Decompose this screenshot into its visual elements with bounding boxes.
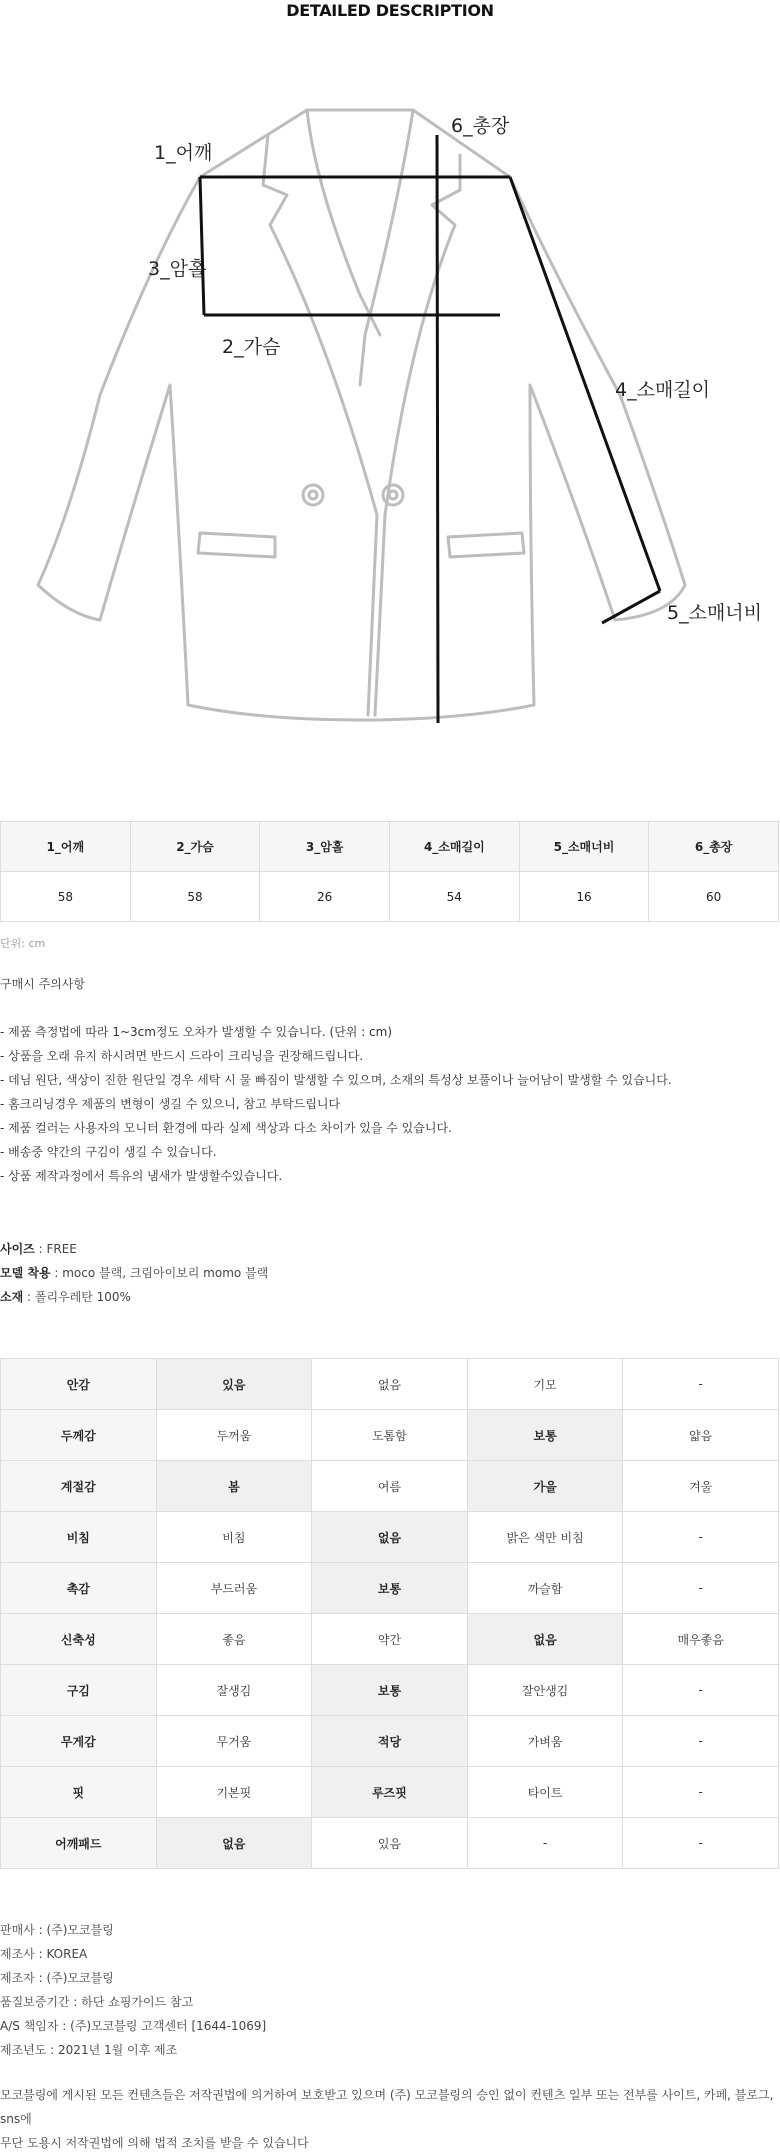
attribute-option: 여름 bbox=[312, 1461, 468, 1512]
attribute-option: - bbox=[623, 1665, 779, 1716]
measurement-lines bbox=[200, 135, 660, 723]
attribute-option: 겨울 bbox=[623, 1461, 779, 1512]
spec-size-value: : FREE bbox=[34, 1242, 77, 1256]
label-sleeve-length: 4_소매길이 bbox=[615, 379, 711, 401]
attribute-option: 매우좋음 bbox=[623, 1614, 779, 1665]
attribute-option-selected: 없음 bbox=[312, 1512, 468, 1563]
notice-item: - 홈크리닝경우 제품의 변형이 생길 수 있으니, 참고 부탁드립니다 bbox=[0, 1097, 341, 1111]
spec-size-label: 사이즈 bbox=[0, 1242, 35, 1256]
size-header: 4_소매길이 bbox=[389, 822, 519, 872]
attribute-row bbox=[1, 1818, 779, 1869]
page-title: DETAILED DESCRIPTION bbox=[286, 1, 494, 20]
size-header: 3_암홀 bbox=[260, 822, 390, 872]
copyright-line: 모코블링에 게시된 모든 컨텐츠들은 저작권법에 의거하여 보호받고 있으며 (주) 모코블링의 승인 없이 컨텐츠 일부 또는 전부를 사이트, 카페, 블로그, sns에 bbox=[0, 2088, 774, 2126]
info-line: 품질보증기간 : 하단 쇼핑가이드 참고 bbox=[0, 1995, 194, 2009]
attribute-name: 촉감 bbox=[1, 1563, 157, 1614]
attribute-option: - bbox=[623, 1818, 779, 1869]
attribute-option-selected: 가을 bbox=[467, 1461, 623, 1512]
attribute-option: 기본핏 bbox=[156, 1767, 312, 1818]
size-value: 54 bbox=[389, 872, 519, 922]
company-info bbox=[0, 1918, 266, 2062]
attribute-name: 어깨패드 bbox=[1, 1818, 157, 1869]
attribute-option: 부드러움 bbox=[156, 1563, 312, 1614]
attribute-option: 없음 bbox=[312, 1359, 468, 1410]
unit-note: 단위: cm bbox=[0, 937, 46, 950]
attribute-option-selected: 보통 bbox=[312, 1665, 468, 1716]
attribute-option: 비침 bbox=[156, 1512, 312, 1563]
notice-item: - 배송중 약간의 구김이 생길 수 있습니다. bbox=[0, 1145, 217, 1159]
attribute-option: 도톰함 bbox=[312, 1410, 468, 1461]
label-armhole: 3_암홀 bbox=[148, 258, 207, 280]
attribute-option: 잘생김 bbox=[156, 1665, 312, 1716]
attribute-row bbox=[1, 1563, 779, 1614]
attribute-row bbox=[1, 1716, 779, 1767]
size-header: 1_어깨 bbox=[1, 822, 131, 872]
attribute-option-selected: 적당 bbox=[312, 1716, 468, 1767]
attribute-option: 까슬함 bbox=[467, 1563, 623, 1614]
size-value: 60 bbox=[649, 872, 779, 922]
size-table-value-row bbox=[1, 872, 779, 922]
size-table-header-row bbox=[1, 822, 779, 872]
jacket-illustration bbox=[30, 95, 760, 735]
attribute-option: 가벼움 bbox=[467, 1716, 623, 1767]
length-line bbox=[437, 135, 438, 723]
spec-model-value: : moco 블랙, 크림아이보리 momo 블랙 bbox=[50, 1266, 269, 1280]
info-line: 제조사 : KOREA bbox=[0, 1947, 88, 1961]
attribute-row bbox=[1, 1767, 779, 1818]
attribute-option: - bbox=[623, 1359, 779, 1410]
attribute-name: 신축성 bbox=[1, 1614, 157, 1665]
attribute-option: 잘안생김 bbox=[467, 1665, 623, 1716]
attribute-option: - bbox=[623, 1767, 779, 1818]
attribute-name: 핏 bbox=[1, 1767, 157, 1818]
attribute-name: 무게감 bbox=[1, 1716, 157, 1767]
attribute-option-selected: 없음 bbox=[156, 1818, 312, 1869]
spec-material-value: : 폴리우레탄 100% bbox=[23, 1290, 131, 1304]
spec-model-label: 모델 착용 bbox=[0, 1266, 51, 1280]
copyright-line: 무단 도용시 저작권법에 의해 법적 조치를 받을 수 있습니다 bbox=[0, 2136, 309, 2150]
attribute-option-selected: 보통 bbox=[312, 1563, 468, 1614]
attribute-option: 무거움 bbox=[156, 1716, 312, 1767]
size-header: 2_가슴 bbox=[130, 822, 260, 872]
size-value: 16 bbox=[519, 872, 649, 922]
size-table bbox=[0, 821, 779, 922]
attribute-option: 약간 bbox=[312, 1614, 468, 1665]
label-chest: 2_가슴 bbox=[222, 336, 281, 358]
attribute-option: - bbox=[623, 1512, 779, 1563]
attribute-name: 구김 bbox=[1, 1665, 157, 1716]
size-header: 5_소매너비 bbox=[519, 822, 649, 872]
attribute-row bbox=[1, 1614, 779, 1665]
spec-material-label: 소재 bbox=[0, 1290, 24, 1304]
attribute-option-selected: 있음 bbox=[156, 1359, 312, 1410]
notice-item: - 상품을 오래 유지 하시려면 반드시 드라이 크리닝을 권장해드립니다. bbox=[0, 1049, 364, 1063]
info-line: A/S 책임자 : (주)모코블링 고객센터 [1644-1069] bbox=[0, 2019, 267, 2033]
attribute-row bbox=[1, 1410, 779, 1461]
attribute-option: - bbox=[467, 1818, 623, 1869]
jacket-measurement-diagram bbox=[30, 95, 760, 735]
size-value: 58 bbox=[130, 872, 260, 922]
notice-item: - 제품 컬러는 사용자의 모니터 환경에 따라 실제 색상과 다소 차이가 있을 수 있습니다. bbox=[0, 1121, 452, 1135]
attribute-option: - bbox=[623, 1716, 779, 1767]
info-line: 제조년도 : 2021년 1월 이후 제조 bbox=[0, 2043, 178, 2057]
info-line: 제조자 : (주)모코블링 bbox=[0, 1971, 114, 1985]
attribute-option: 기모 bbox=[467, 1359, 623, 1410]
attribute-option: 좋음 bbox=[156, 1614, 312, 1665]
info-line: 판매사 : (주)모코블링 bbox=[0, 1923, 114, 1937]
spec-size bbox=[0, 1237, 268, 1261]
notice-item: - 데님 원단, 색상이 진한 원단일 경우 세탁 시 물 빠짐이 발생할 수 있으며, 소재의 특성상 보풀이나 늘어남이 발생할 수 있습니다. bbox=[0, 1073, 672, 1087]
spec-material bbox=[0, 1285, 268, 1309]
attribute-name: 두께감 bbox=[1, 1410, 157, 1461]
attribute-option: 밝은 색만 비침 bbox=[467, 1512, 623, 1563]
product-specs bbox=[0, 1237, 268, 1309]
attribute-name: 안감 bbox=[1, 1359, 157, 1410]
attribute-row bbox=[1, 1512, 779, 1563]
attribute-option-selected: 보통 bbox=[467, 1410, 623, 1461]
label-sleeve-width: 5_소매너비 bbox=[667, 602, 760, 624]
notice-item: - 제품 측정법에 따라 1~3cm정도 오차가 발생할 수 있습니다. (단위 : cm) bbox=[0, 1025, 393, 1039]
notice-list bbox=[0, 1020, 672, 1188]
size-header: 6_총장 bbox=[649, 822, 779, 872]
label-total-length: 6_총장 bbox=[451, 115, 510, 137]
attribute-name: 계절감 bbox=[1, 1461, 157, 1512]
notice-item: - 상품 제작과정에서 특유의 냄새가 발생할수있습니다. bbox=[0, 1169, 283, 1183]
attribute-option: 있음 bbox=[312, 1818, 468, 1869]
attribute-option: - bbox=[623, 1563, 779, 1614]
attribute-option-selected: 봄 bbox=[156, 1461, 312, 1512]
attribute-option: 얇음 bbox=[623, 1410, 779, 1461]
size-value: 58 bbox=[1, 872, 131, 922]
attribute-option-selected: 루즈핏 bbox=[312, 1767, 468, 1818]
spec-model bbox=[0, 1261, 268, 1285]
notice-title: 구매시 주의사항 bbox=[0, 977, 85, 991]
armhole-line bbox=[200, 177, 204, 315]
attribute-name: 비침 bbox=[1, 1512, 157, 1563]
copyright-notice bbox=[0, 2083, 780, 2155]
size-value: 26 bbox=[260, 872, 390, 922]
attribute-row bbox=[1, 1359, 779, 1410]
attribute-table bbox=[0, 1358, 779, 1869]
attribute-option: 두꺼움 bbox=[156, 1410, 312, 1461]
label-shoulder: 1_어깨 bbox=[154, 142, 213, 164]
attribute-option-selected: 없음 bbox=[467, 1614, 623, 1665]
attribute-row bbox=[1, 1461, 779, 1512]
attribute-option: 타이트 bbox=[467, 1767, 623, 1818]
attribute-row bbox=[1, 1665, 779, 1716]
